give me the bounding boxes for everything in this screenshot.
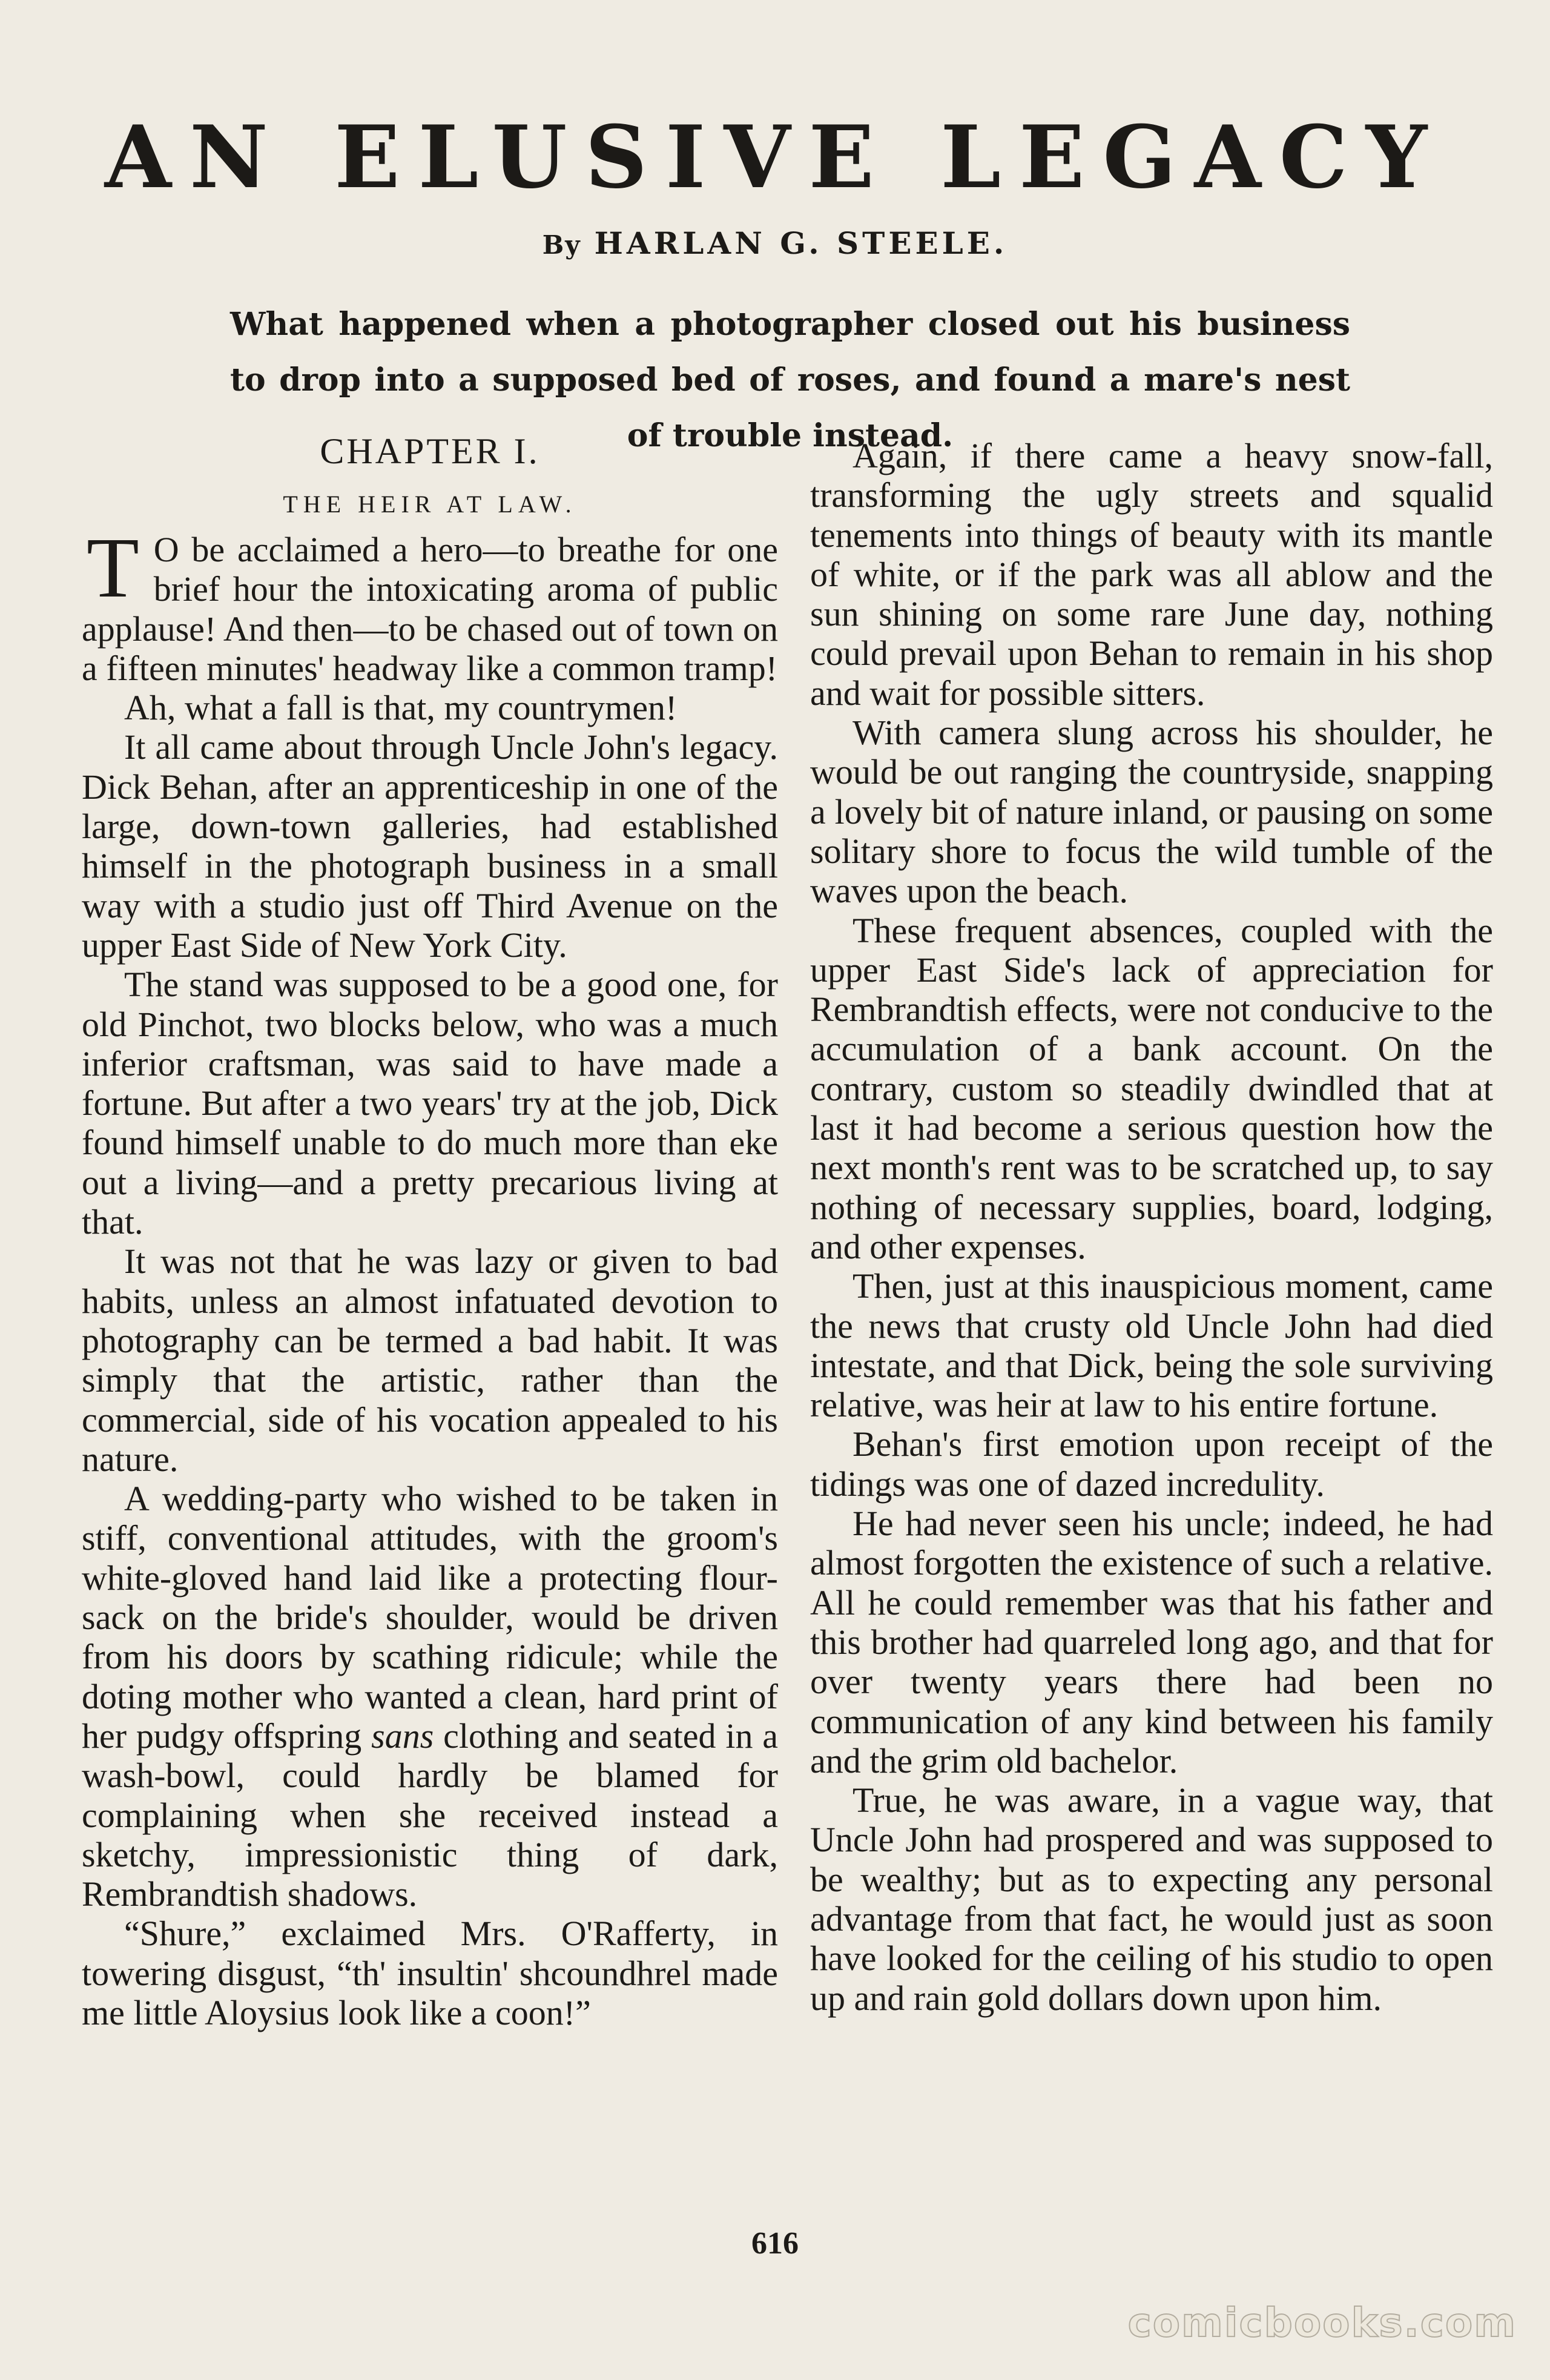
byline-prefix: By xyxy=(542,230,581,260)
page-number: 616 xyxy=(751,2226,799,2261)
drop-cap: T xyxy=(87,520,139,615)
paragraph: These frequent absences, coupled with the upper East Side's lack of appreciation for Rembrandtish effects, were not conducive to the accumulation of a bank account. On the contrary, custom so steadily dwindled that at last it had become a serious question how the next month's rent was to be scratched up, to say nothing of necessary supplies, board, lodging, and other expenses. xyxy=(810,910,1493,1266)
opening-paragraph-text: O be acclaimed a hero—to breathe for one brief hour the intoxicating aroma of public applause! And then—to be chased out of town on a fifteen minutes' headway like a common tramp! xyxy=(82,530,778,688)
wedding-text-a: A wedding-party who wished to be taken in stiff, conventional attitudes, with the groom's white-gloved hand laid like a protecting flour-sack on the bride's shoulder, would be driven from his doors by scathing ridicule; while the doting mother who wanted a clean, hard print of her pudgy offspring xyxy=(82,1479,778,1756)
wedding-paragraph xyxy=(82,1479,778,1914)
dialogue-paragraph: “Shure,” exclaimed Mrs. O'Rafferty, in towering disgust, “th' insultin' shcoundhrel made me little Aloysius look like a coon!” xyxy=(82,1914,778,2032)
article-deck: What happened when a photographer closed out his business to drop into a supposed bed of roses, and found a mare's nest of trouble instead. xyxy=(230,306,1350,454)
article-title: AN ELUSIVE LEGACY xyxy=(104,107,1446,208)
paragraph: Again, if there came a heavy snow-fall, transforming the ugly streets and squalid tenements into things of beauty with its mantle of white, or if the park was all ablow and the sun shining on some rare June day, nothing could prevail upon Behan to remain in his shop and wait for possible sitters. xyxy=(810,436,1493,713)
chapter-heading: CHAPTER I. xyxy=(320,431,540,471)
paragraph: Then, just at this inauspicious moment, came the news that crusty old Uncle John had died intestate, and that Dick, being the sole surviving relative, was heir at law to his entire fortune. xyxy=(810,1266,1493,1425)
paragraph: Ah, what a fall is that, my countrymen! xyxy=(124,688,678,728)
paragraph: He had never seen his uncle; indeed, he had almost forgotten the existence of such a relative. All he could remember was that his father and this brother had quarreled long ago, and that for over twenty years there had been no communication of any kind between his family and the grim old bachelor. xyxy=(810,1504,1493,1780)
chapter-title: THE HEIR AT LAW. xyxy=(283,491,577,518)
paragraph: It all came about through Uncle John's legacy. Dick Behan, after an apprenticeship in one of the large, down-town galleries, had established himself in the photograph business in a small way with a studio just off Third Avenue on the upper East Side of New York City. xyxy=(82,727,778,965)
opening-paragraph xyxy=(82,520,778,688)
wedding-text-b: clothing and seated in a wash-bowl, could hardly be blamed for complaining when she received instead a sketchy, impressionistic thing of dark, Rembrandtish shadows. xyxy=(82,1716,779,1914)
byline xyxy=(0,225,1550,261)
paragraph: True, he was aware, in a vague way, that Uncle John had prospered and was supposed to be wealthy; but as to expecting any personal advantage from that fact, he would just as soon have looked for the ceiling of his studio to open up and rain gold dollars down upon him. xyxy=(810,1780,1493,2018)
watermark: comicbooks.com xyxy=(1127,2299,1517,2346)
right-column xyxy=(810,436,1493,2018)
paragraph: The stand was supposed to be a good one, for old Pinchot, two blocks below, who was a much inferior craftsman, was said to have made a fortune. But after a two years' try at the job, Dick found himself unable to do much more than eke out a living—and a pretty precarious living at that. xyxy=(82,965,778,1242)
paragraph: With camera slung across his shoulder, he would be out ranging the countryside, snapping a lovely bit of nature inland, or pausing on some solitary shore to focus the wild tumble of the waves upon the beach. xyxy=(810,713,1493,911)
left-column xyxy=(82,427,778,2032)
paragraph: Behan's first emotion upon receipt of the tidings was one of dazed incredulity. xyxy=(810,1424,1493,1504)
italic-word: sans xyxy=(371,1716,434,1756)
author-name: HARLAN G. STEELE. xyxy=(594,225,1008,261)
paragraph: It was not that he was lazy or given to bad habits, unless an almost infatuated devotion to photography can be termed a bad habit. It was simply that the artistic, rather than the commercial, side of his vocation appealed to his nature. xyxy=(82,1241,778,1479)
